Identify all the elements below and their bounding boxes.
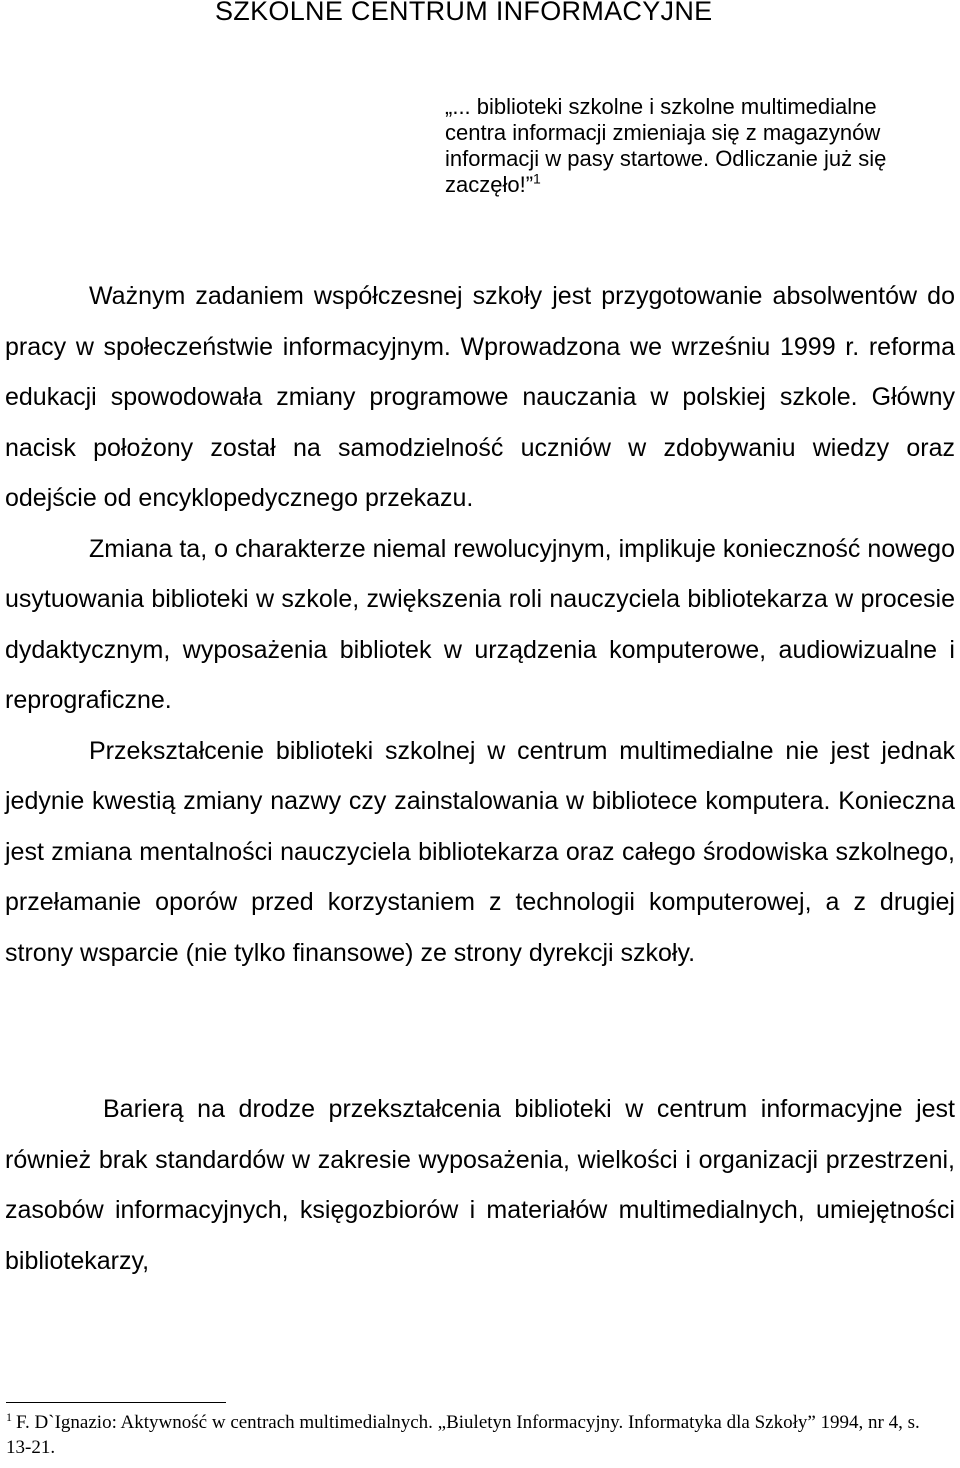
paragraph-1: Ważnym zadaniem współczesnej szkoły jest przygotowanie absolwentów do pracy w społeczeństwie informacyjnym. Wprowadzona we wrześniu 1999 r. reforma edukacji spowodowała zmiany programowe nauczania w polskiej szkole. Główny nacisk położony został na samodzielność uczniów w zdobywaniu wiedzy oraz odejście od encyklopedycznego przekazu. (5, 282, 955, 512)
body-text-main (5, 271, 955, 978)
footnote-reference: 1 (533, 170, 541, 187)
epigraph-quote (445, 94, 935, 198)
footnote-number: 1 (6, 1409, 12, 1424)
body-text-continued (5, 1084, 955, 1286)
footnote-separator (6, 1402, 226, 1403)
page-title: SZKOLNE CENTRUM INFORMACYJNE (215, 0, 713, 26)
paragraph-2: Zmiana ta, o charakterze niemal rewolucyjnym, implikuje konieczność nowego usytuowania biblioteki w szkole, zwiększenia roli nauczyciela bibliotekarza w procesie dydaktycznym, wyposażenia bibliotek w urządzenia komputerowe, audiowizualne i reprograficzne. (5, 534, 955, 714)
epigraph-text: „... biblioteki szkolne i szkolne multimedialne centra informacji zmieniaja się z magazynów informacji w pasy startowe. Odliczanie już się zaczęło!” (445, 94, 887, 197)
paragraph-3: Przekształcenie biblioteki szkolnej w centrum multimedialne nie jest jednak jedynie kwestią zmiany nazwy czy zainstalowania w bibliotece komputera. Konieczna jest zmiana mentalności nauczyciela bibliotekarza oraz całego środowiska szkolnego, przełamanie oporów przed korzystaniem z technologii komputerowej, a z drugiej strony wsparcie (nie tylko finansowe) ze strony dyrekcji szkoły. (5, 736, 955, 967)
footnote (6, 1410, 946, 1460)
paragraph-4: Barierą na drodze przekształcenia biblioteki w centrum informacyjne jest również brak standardów w zakresie wyposażenia, wielkości i organizacji przestrzeni, zasobów informacyjnych, księgozbiorów i materiałów multimedialnych, umiejętności bibliotekarzy, (5, 1095, 955, 1275)
footnote-text: F. D`Ignazio: Aktywność w centrach multimedialnych. „Biuletyn Informacyjny. Informatyka dla Szkoły” 1994, nr 4, s. 13-21. (6, 1412, 920, 1458)
